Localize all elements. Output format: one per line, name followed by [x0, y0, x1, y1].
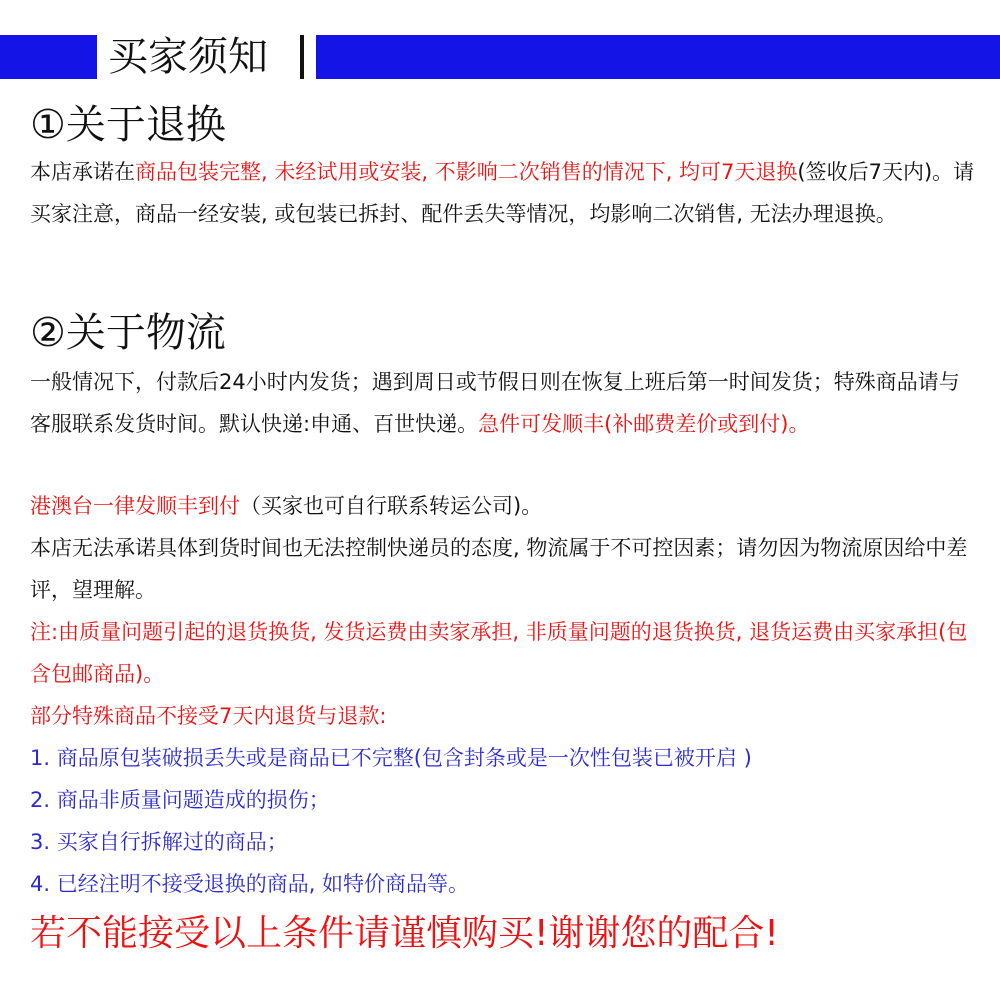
list-item: 1. 商品原包装破损丢失或是商品已不完整(包含封条或是一次性包装已被开启 )	[30, 746, 752, 770]
shipping-fee-note: 注:由质量问题引起的退货换货, 发货运费由卖家承担, 非质量问题的退货换货, 退货运费由买家承担(包含包邮商品)。	[30, 620, 968, 686]
logistics-hmt-note: （买家也可自行联系转运公司)。	[240, 494, 543, 518]
logistics-shipping-text: 一般情况下，付款后24小时内发货；遇到周日或节假日则在恢复上班后第一时间发货；特殊商品请与客服联系发货时间。默认快递:申通、百世快递。	[30, 370, 960, 436]
logistics-paragraph	[30, 361, 980, 445]
list-item: 3. 买家自行拆解过的商品；	[30, 830, 288, 854]
page-title: 买家须知	[108, 34, 268, 80]
logistics-express-highlight: 急件可发顺丰(补邮费差价或到付)。	[478, 412, 810, 436]
returns-section-title: ①关于退换	[30, 102, 226, 148]
header-bar-right	[316, 35, 1000, 79]
header-divider	[300, 35, 304, 79]
logistics-hmt-highlight: 港澳台一律发顺丰到付	[30, 494, 240, 518]
logistics-disclaimer: 本店无法承诺具体到货时间也无法控制快递员的态度, 物流属于不可控因素；请勿因为物流原因给中差评，望理解。	[30, 536, 968, 602]
logistics-section-title: ②关于物流	[30, 310, 226, 356]
list-item: 2. 商品非质量问题造成的损伤；	[30, 788, 330, 812]
returns-text-rest: (签收后7天内)。请买家注意，商品一经安装, 或包装已拆封、配件丢失等情况，均影响二次销售, 无法办理退换。	[30, 160, 975, 226]
returns-paragraph	[30, 151, 980, 235]
closing-warning: 若不能接受以上条件请谨慎购买!谢谢您的配合!	[30, 913, 779, 954]
exceptions-title: 部分特殊商品不接受7天内退货与退款:	[30, 704, 387, 728]
header-bar-left	[0, 35, 97, 79]
header-banner	[0, 35, 1000, 79]
list-item: 4. 已经注明不接受退换的商品, 如特价商品等。	[30, 872, 470, 896]
returns-condition-highlight: 商品包装完整, 未经试用或安装, 不影响二次销售的情况下, 均可7天退换	[135, 160, 798, 184]
logistics-hk-macau-taiwan	[30, 485, 980, 527]
returns-text-intro: 本店承诺在	[30, 160, 135, 184]
